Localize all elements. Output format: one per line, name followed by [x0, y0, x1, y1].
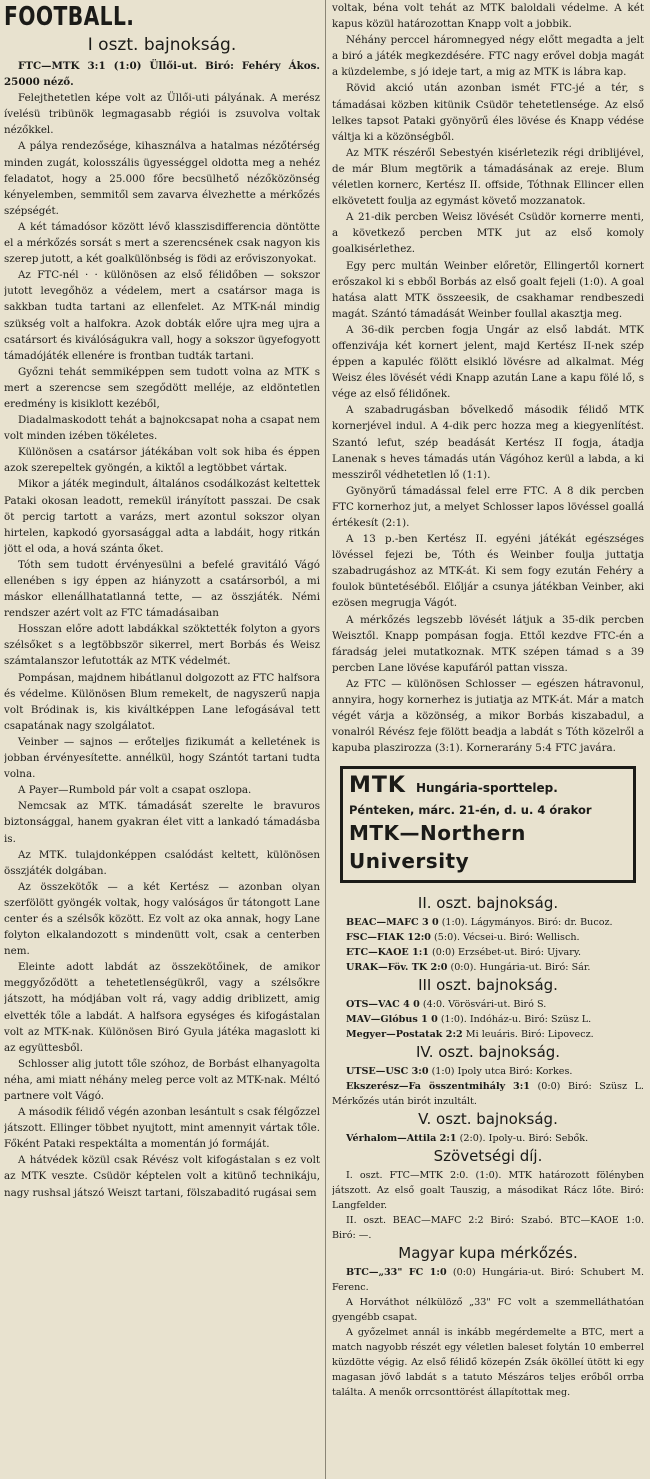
- article-paragraph: Különösen a csatársor játékában volt sok hiba és éppen azok szerepeltek gyöngén, a kiktől a legtöbbet vártak.: [4, 446, 320, 475]
- result-entry: Ekszerész—Fa összentmihály 3:1 (0:0) Biró: Szüsz L. Mérkőzés után birót inzultált.: [332, 1081, 644, 1108]
- ad-match-title: MTK—Northern University: [349, 821, 526, 874]
- article-paragraph: Az FTC — különösen Schlosser — egészen hátravonul, annyira, hogy kornerhez is jutiatja az MTK-át. Már a match végét várja a közönség, a mikor Borbás kiszabadul, a vonalról Révész feje fölött beadja a labdát s Tóth közelről a kapuba plaszirozza (3:1). Kornerarány 5:4 FTC javára.: [332, 677, 644, 755]
- masthead-title: FOOTBALL.: [4, 2, 135, 32]
- article-paragraph: voltak, béna volt tehát az MTK baloldali védelme. A két kapus közül határozottan Knapp volt a jobbik.: [332, 2, 644, 31]
- section-heading-second-division: II. oszt. bajnokság.: [417, 894, 559, 913]
- article-paragraph: Hosszan előre adott labdákkal szöktették folyton a gyors szélsőket s a legtöbbször sikerrel, mert Borbás és Weisz számtalanszor lefutották az MTK védelmét.: [4, 623, 320, 668]
- article-paragraph: Pompásan, majdnem hibátlanul dolgozott az FTC halfsora és védelme. Különösen Blum remekelt, de nagyszerű napja volt Bródinak is, kis kiváltképpen Lane lefogásával tett csapatának nagy szolgálatot.: [4, 671, 320, 732]
- article-paragraph: Gyönyörű támadással felel erre FTC. A 8 dik percben FTC kornerhoz jut, a melyet Schlosser lapos lövéssel goallá értékesít (2:1).: [332, 484, 644, 529]
- article-paragraph: Az FTC-nél · · különösen az első félidőben — sokszor jutott levegőhöz a védelem, mert a csatársor maga is sakkban tudta tartani az ellenfelet. Az MTK-nál mindig szükség volt a halfokra. Azok dobták előre ujra meg ujra a csatársort és kiválóságukra vall, hogy a sokszor ügyefogyott támadójáték ellenére is frontban tudták tartani.: [4, 269, 320, 362]
- right-column: [332, 0, 644, 1479]
- article-paragraph: Diadalmaskodott tehát a bajnokcsapat noha a csapat nem volt minden izében tökéletes.: [4, 414, 320, 443]
- article-paragraph: A második félidő végén azonban lesántult s csak félgőzzel játszott. Ellinger többet nyujtott, mint amennyit vártak tőle. Főként Pataki respektálta a momentán jó formáját.: [4, 1106, 320, 1151]
- article-paragraph: Néhány perccel háromnegyed négy előtt megadta a jelt a biró a játék megkezdésére. FTC nagy erővel dobja magát a küzdelembe, s jó ideje tart, a mig az MTK is lábra kap.: [332, 34, 644, 79]
- article-paragraph: A két támadósor között lévő klasszisdifferencia döntötte el a mérkőzés sorsát s mert a szerencsének csak nagyon kis szerep jutott, a két goalkülönbség is födi az erőviszonyokat.: [4, 220, 320, 266]
- ad-date-time: Pénteken, márc. 21-én, d. u. 4 órakor: [349, 803, 592, 818]
- article-paragraph: Az MTK részéről Sebestyén kisérletezik régi dribliјével, de már Blum megtörik a támadásának az ereje. Blum véletlen kornerc, Kertész II. offside, Tóthnak Ellincer ellen elkövetett foulja az egymást követő mozzanatok.: [332, 146, 644, 208]
- article-paragraph: II. oszt. BEAC—MAFC 2:2 Biró: Szabó. BTC—KAOE 1:0. Biró: —.: [332, 1215, 644, 1242]
- section-heading-fifth-division: V. oszt. bajnokság.: [418, 1110, 558, 1129]
- article-paragraph: Eleinte adott labdát az összekötőinek, de amikor meggyőződött a tehetetlenségükről, vagy a szélsőkre játszott, ha módjában volt rá, vagy addig driblizett, amig elvették tőle a labdát. A halfsora egységes és kifogástalan volt az MTK-nak. Különösen Biró Gyula játéka magaslott ki az együttesből.: [4, 961, 320, 1054]
- ad-venue: Hungária-sporttelep.: [415, 781, 558, 796]
- article-paragraph: A hátvédek közül csak Révész volt kifogástalan s ez volt az MTK veszte. Csüdör képtelen volt a kitünő technikáju, nagy rushsal játszó Weiszt tartani, fölszabaditó rugásai sem: [4, 1154, 320, 1199]
- result-entry: Vérhalom—Attila 2:1 (2:0). Ipoly-u. Biró: Sebők.: [346, 1133, 589, 1145]
- left-column: [4, 0, 320, 1479]
- article-paragraph: A győzelmet annál is inkább megérdemelte a BTC, mert a match nagyobb részét egy véletlen baleset folytán 10 emberrel küzdötte végig. Az első félidő közepén Zsák ökölleí ütött ki egy magasan jövő labdát s a tatuto Mészáros teljes erőből orrba találta. A menők orrcsonttörést állapítottak meg.: [332, 1327, 644, 1399]
- result-entry: OTS—VAC 4 0 (4:0. Vörösvári-ut. Biró S.: [346, 999, 547, 1011]
- article-paragraph: Mikor a játék megindult, általános csodálkozást keltettek Pataki okosan leadott, remekül irányított passzai. De csak öt percig tartott a varázs, mert azontul sokszor olyan hirtelen, kapkodó gyorsasággal adta a labdáit, hogy ritkán jött el oda, a hová szánta őket.: [4, 478, 320, 555]
- result-entry: UTSE—USC 3:0 (1:0) Ipoly utca Biró: Korkes.: [346, 1066, 573, 1078]
- result-entry: ETC—KAOE 1:1 (0:0) Erzsébet-ut. Biró: Ujvary.: [346, 947, 582, 959]
- article-paragraph: A pálya rendezősége, kihasználva a hatalmas nézőtérség minden zugát, kolosszális ügyességgel oldotta meg a nehéz feladatot, hogy a 25.000 főre becsülhető nézőközönség kényelemben, semmitől sem zavarva élvezhette a mérkőzés szépségét.: [4, 140, 320, 217]
- article-paragraph: A 21-dik percben Weisz lövését Csüdör kornerre menti, a következő percben MTK jut az első komoly goalkisérlethez.: [332, 211, 644, 256]
- article-paragraph: A 36-dik percben fogja Ungár az első labdát. MTK offenzivája két kornert jelent, majd Kertész II-nek szép éppen a kapuléc fölött elsikló lövésre ad alkalmat. Még Weisz éles lövését védi Knapp azután Lane a kapu fölé lő, s vége az első félidőnek.: [332, 323, 644, 401]
- article-paragraph: Győzni tehát semmiképpen sem tudott volna az MTK s mert a szerencse sem szegődött melléje, az eldöntetlen eredmény is kisiklott kezéből,: [4, 365, 320, 410]
- article-paragraph: Az MTK. tulajdonképpen csalódást keltett, különösen összjáték dolgában.: [4, 848, 320, 877]
- section-heading-hungarian-cup: Magyar kupa mérkőzés.: [398, 1244, 578, 1263]
- article-paragraph: A Payer—Rumbold pár volt a csapat oszlopa.: [18, 784, 252, 797]
- article-paragraph: Nemcsak az MTK. támadását szerelte le bravuros biztonsággal, hanem gyakran élet vitt a lankadó támadásba is.: [4, 800, 320, 845]
- article-paragraph: Schlosser alig jutott tőle szóhoz, de Borbást elhanyagolta néha, ami miatt néhány meleg perce volt az MTK-nak. Méltó partnere volt Vágó.: [4, 1057, 320, 1102]
- result-entry: BEAC—MAFC 3 0 (1:0). Lágymányos. Biró: dr. Bucoz.: [346, 917, 613, 929]
- result-entry: FSC—FIAK 12:0 (5:0). Vécsei-u. Biró: Wellisch.: [346, 932, 580, 944]
- match-result-line: FTC—MTK 3:1 (1:0) Üllői-ut. Biró: Fehéry Ákos. 25000 néző.: [4, 60, 320, 89]
- article-paragraph: Veinber — sajnos — erőteljes fizikumát a kelletének is jobban érvényesítette. annélkül, hogy Szántót tartani tudta volna.: [4, 735, 320, 781]
- article-paragraph: A Horváthot nélkülöző „33" FC volt a szemmelláthatóan gyengébb csapat.: [332, 1297, 644, 1324]
- result-entry: BTC—„33" FC 1:0 (0:0) Hungária-ut. Biró: Schubert M. Ferenc.: [332, 1267, 644, 1294]
- result-entry: URAK—Föv. TK 2:0 (0:0). Hungária-ut. Biró: Sár.: [346, 962, 591, 974]
- article-paragraph: Egy perc multán Weinber előretör, Ellingertől kornert erőszakol ki s ebből Borbás az első goalt fejeli (1:0). A goal hatása alatt MTK összeesik, de csakhamar rendbeszedi magát. Szántó támadását Weinber foullal akasztja meg.: [332, 259, 644, 320]
- ad-organization: MTK: [349, 773, 406, 799]
- result-entry: Megyer—Postatak 2:2 Mi leuáris. Biró: Lipovecz.: [346, 1029, 594, 1041]
- article-paragraph: A 13 p.-ben Kertész II. egyéni játékát egészséges lövéssel fejezi be, Tóth és Weinber foulja juttatja szabadrugáshoz az MTK-át. Ki sem fogy ezután Fehéry a foulok büntetéséből. Előljár a csunya játékban Veinber, aki ezösen megrugja Vágót.: [332, 533, 644, 610]
- section-heading-first-division: I oszt. bajnokság.: [87, 35, 237, 55]
- section-heading-fourth-division: IV. oszt. bajnokság.: [415, 1043, 561, 1062]
- article-paragraph: A mérkőzés legszebb lövését látjuk a 35-dik percben Weisztől. Knapp pompásan fogja. Ettől kezdve FTC-én a fáradság jelei mutatkoznak. MTK szépen támad s a 39 percben Lane lövése kapufáról pattan vissza.: [332, 613, 644, 674]
- article-paragraph: Rövid akció után azonban ismét FTC-jé a tér, s támadásai közben kitünik Csüdör tehetetlensége. Az első lelkes tapsot Pataki gyönyörű éles lövése és Knapp védése váltja ki a közönségből.: [332, 82, 644, 143]
- column-divider: [325, 0, 326, 1479]
- article-paragraph: A szabadrugásban bővelkedő második félidő MTK kornerjével indul. A 4-dik perc hozza meg a kiegyenlítést. Szantó lefut, szép beadását Kertész II fogja, átadja Lanenak s heves támadás után Vágóhoz kerül a labda, a ki messziről védhetetlen lő (1:1).: [332, 404, 644, 481]
- article-paragraph: Tóth sem tudott érvényesülni a befelé gravitáló Vágó ellenében s igy éppen az hiányzott a csatársorból, a mi máskor ellenállhatatlanná tette, — az összjáték. Némi rendszer azért volt az FTC támadásaiban: [4, 558, 320, 620]
- mtk-advertisement: [340, 766, 636, 883]
- article-paragraph: I. oszt. FTC—MTK 2:0. (1:0). MTK határozott fölényben játszott. Az első goalt Tauszig, a másodikat Rácz lőte. Biró: Langfelder.: [332, 1170, 644, 1212]
- section-heading-federation-prize: Szövetségi díj.: [433, 1147, 543, 1166]
- section-heading-third-division: III oszt. bajnokság.: [418, 976, 558, 995]
- result-entry: MAV—Glóbus 1 0 (1:0). Indóház-u. Biró: Szüsz L.: [346, 1014, 592, 1026]
- article-paragraph: Felejthetetlen képe volt az Üllői-uti pályának. A merész ívelésü tribünök legmagasabb régiói is zsuvolva voltak nézőkkel.: [4, 92, 320, 137]
- article-paragraph: Az összekötők — a két Kertész — azonban olyan szerfölött gyöngék voltak, hogy valóságos űr tátongott Lane center és a szélsők között. Ez volt az oka annak, hogy Lane folyton elkalandozott s mindenütt volt, csak a centerben nem.: [4, 880, 320, 958]
